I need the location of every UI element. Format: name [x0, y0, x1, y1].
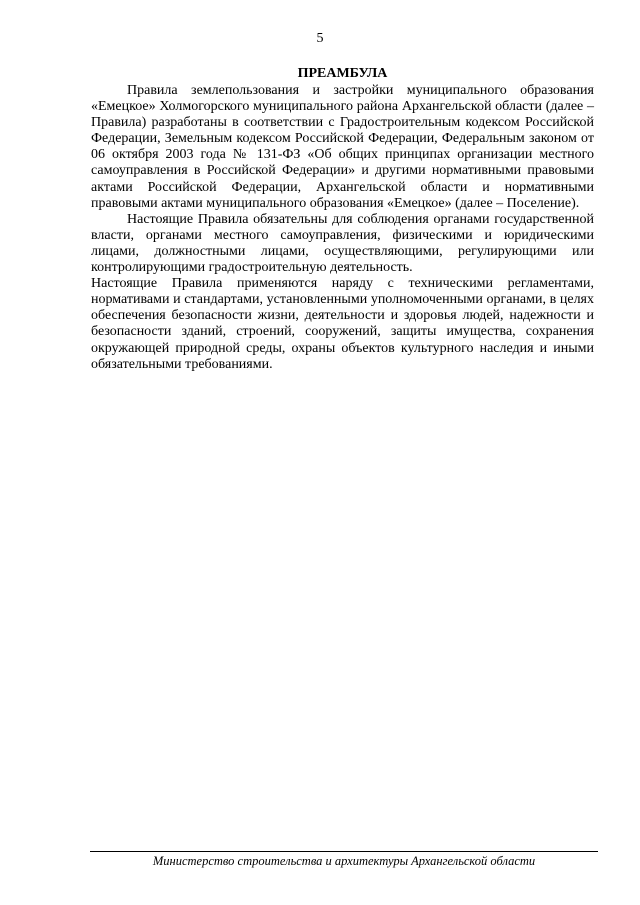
- section-title: ПРЕАМБУЛА: [297, 66, 388, 81]
- footer-divider: [90, 851, 598, 852]
- paragraph-2: Настоящие Правила обязательны для соблюдения органами государственной власти, органами местного самоуправления, физическими и юридическими лицами, должностными лицами, осуществляющими, регулирующими или контролирующими градостроительную деятельность.: [91, 211, 594, 276]
- page-number: 5: [316, 31, 324, 46]
- footer-text: Министерство строительства и архитектуры Архангельской области: [152, 854, 536, 868]
- paragraph-3: Настоящие Правила применяются наряду с техническими регламентами, нормативами и стандартами, установленными уполномоченными органами, в целях обеспечения безопасности жизни, деятельности и здоровья людей, надежности и безопасности зданий, строений, сооружений, защиты имущества, сохранения окружающей природной среды, охраны объектов культурного наследия и иными обязательными требованиями.: [91, 276, 594, 372]
- paragraph-1: Правила землепользования и застройки муниципального образования «Емецкое» Холмогорского муниципального района Архангельской области (далее – Правила) разработаны в соответствии с Градостроительным кодексом Российской Федерации, Земельным кодексом Российской Федерации, Федеральным законом от 06 октября 2003 года № 131-ФЗ «Об общих принципах организации местного самоуправления в Российской Федерации» и другими нормативными правовыми актами Российской Федерации, Архангельской области и нормативными правовыми актами муниципального образования «Емецкое» (далее – Поселение).: [91, 83, 594, 211]
- document-body: [91, 66, 594, 373]
